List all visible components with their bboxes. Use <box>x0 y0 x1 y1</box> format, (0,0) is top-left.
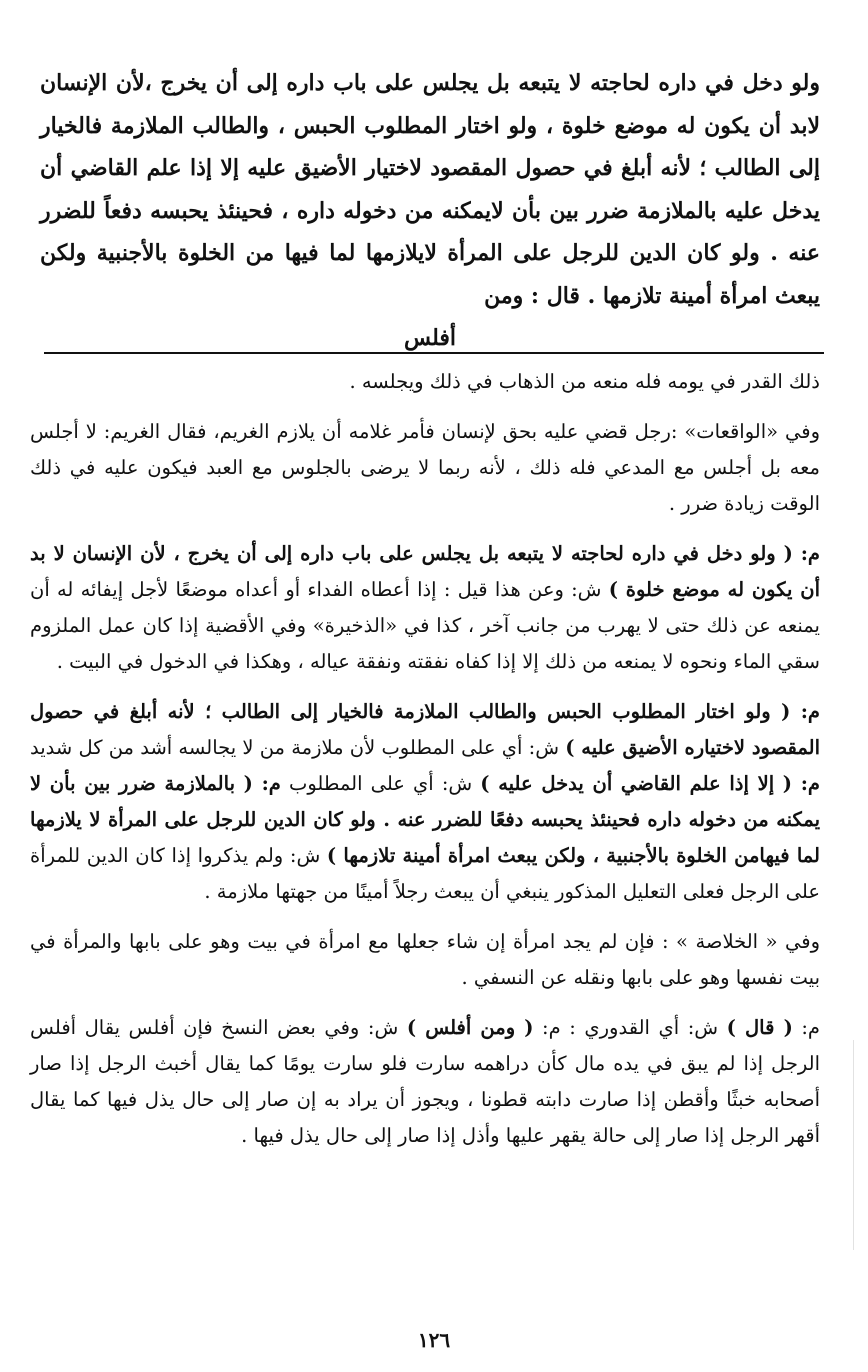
page-number: ١٢٦ <box>417 1328 451 1352</box>
commentary-text: ش: أي على المطلوب لأن ملازمة من لا يجالسه أشد من كل شديد <box>30 736 566 759</box>
matn-quote: م: ( ولو اختار المطلوب الحبس والطالب الملازمة فالخيار إلى الطالب ؛ لأنه أبلغ في حصول المقصود لاختياره الأضيق عليه ) <box>30 700 821 759</box>
matn-quote: م: ( إلا إذا علم القاضي أن يدخل عليه ) <box>480 772 820 795</box>
matn-quote: ( ومن أفلس ) <box>406 1016 534 1039</box>
commentary-paragraph-2 <box>30 414 820 522</box>
commentary-paragraph-4 <box>30 694 820 910</box>
commentary-paragraph-5 <box>30 924 820 996</box>
commentary-text: ش: وعن هذا قيل : إذا أعطاه الفداء أو أعداه موضعًا لأجل إيفائه له أن يمنعه عن ذلك حتى لا يهرب من جانب آخر ، كذا في «الذخيرة» وفي الأقضية إذا كان عمل الملزوم سقي الماء ونحوه لا يمنعه من ذلك إلا إذا كفاه نفقته ونفقة عياله ، وهكذا في الدخول في البيت . <box>30 578 820 673</box>
main-text-last-line: أفلس <box>404 325 456 351</box>
commentary-text: ذلك القدر في يومه فله منعه من الذهاب في ذلك ويجلسه . <box>349 370 820 393</box>
scan-margin-line <box>853 1040 854 1250</box>
commentary-text: ش: أي على المطلوب <box>280 772 481 795</box>
commentary-text: ش: وفي بعض النسخ فإن أفلس يقال أفلس الرجل إذا لم يبق في يده مال كأن دراهمه سارت فلو سارت يومًا كما يقال أخبث الرجل إذا صار أصحابه خبثًا وأقطن إذا صارت دابته قطونا ، ويجوز أن يراد به إن صار إلى حال يذل فيها كما يقال أقهر الرجل إذا صار إلى حالة يقهر عليها وأذل إذا صار إلى حال يذل فيها . <box>30 1016 820 1147</box>
commentary-text: وفي «الواقعات» :رجل قضي عليه بحق لإنسان فأمر غلامه أن يلازم الغريم، فقال الغريم: لا أجلس معه بل أجلس مع المدعي فله ذلك ، لأنه ربما لا يرضى بالجلوس مع العبد فيكون عليه في ذلك الوقت زيادة ضرر . <box>30 420 820 515</box>
commentary-text: وفي « الخلاصة » : فإن لم يجد امرأة إن شاء جعلها مع امرأة في بيت وهو على بابها والمرأة في بيت نفسها وهو على بابها ونقله عن النسفي . <box>30 930 820 989</box>
commentary-paragraph-3 <box>30 536 820 680</box>
section-divider <box>44 352 824 354</box>
matn-quote: م: ( ولو دخل في داره لحاجته لا يتبعه بل يجلس على باب داره إلى أن يخرج ، لأن الإنسان لا بد أن يكون له موضع خلوة ) <box>30 542 820 601</box>
commentary-paragraph-6 <box>30 1010 820 1154</box>
commentary-text: ش: أي القدوري : م: <box>533 1016 727 1039</box>
commentary-text: م: <box>792 1016 821 1039</box>
commentary-text: ش: ولم يذكروا إذا كان الدين للمرأة على الرجل فعلى التعليل المذكور ينبغي أن يبعث رجلاً أمينًا من جهتها ملازمة . <box>30 844 820 903</box>
matn-quote: م: ( بالملازمة ضرر بين بأن لا يمكنه من دخوله داره فحينئذ يحبسه دفعًا للضرر عنه . ولو كان الدين للرجل على المرأة لا يلازمها لما فيهامن الخلوة بالأجنبية ، ولكن يبعث امرأة أمينة تلازمها ) <box>30 772 820 867</box>
matn-quote: ( قال ) <box>726 1016 793 1039</box>
main-text-block <box>40 62 820 360</box>
commentary-paragraph-1 <box>30 364 820 400</box>
main-text-paragraph: ولو دخل في داره لحاجته لا يتبعه بل يجلس على باب داره إلى أن يخرج ،لأن الإنسان لابد أن يكون له موضع خلوة ، ولو اختار المطلوب الحبس ، والطالب الملازمة فالخيار إلى الطالب ؛ لأنه أبلغ في حصول المقصود لاختيار الأضيق عليه إلا إذا علم القاضي أن يدخل عليه بالملازمة ضرر بين بأن لايمكنه من دخوله داره ، فحينئذ يحبسه دفعاً للضرر عنه . ولو كان الدين للرجل على المرأة لايلازمها لما فيها من الخلوة بالأجنبية ولكن يبعث امرأة أمينة تلازمها . قال : ومن <box>40 70 821 309</box>
commentary-block <box>30 364 820 1168</box>
